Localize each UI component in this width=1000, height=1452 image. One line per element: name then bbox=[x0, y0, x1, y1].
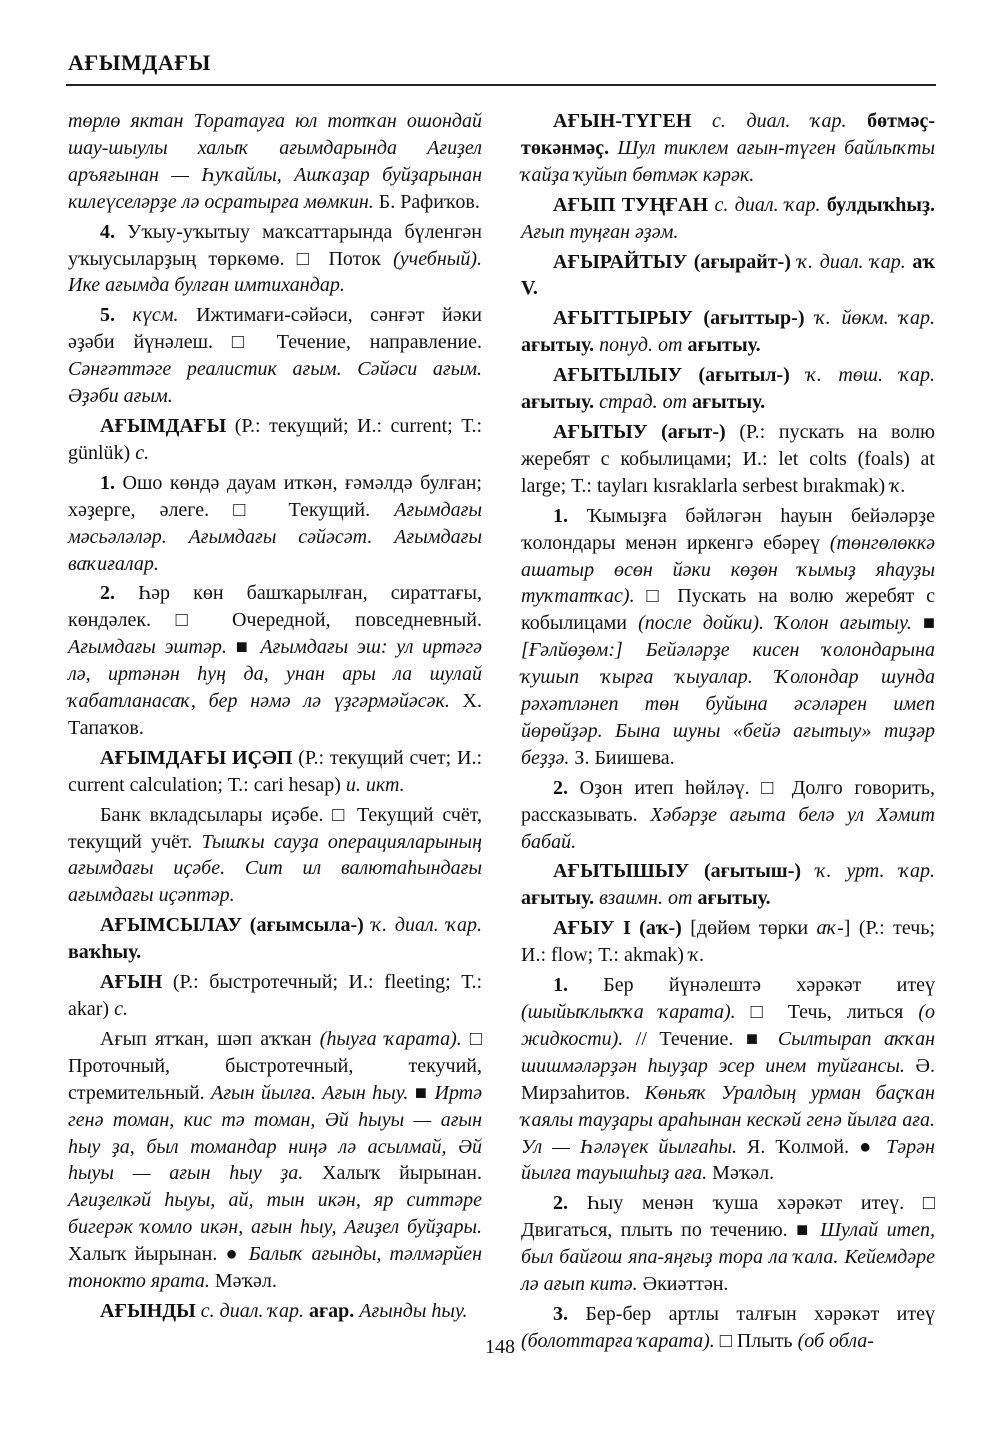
headword-entry: АҒЫТЫЛЫУ (ағытыл-) ҡ. төш. ҡар. ағытыу. страд. от ағытыу. bbox=[521, 364, 936, 414]
headword-entry: АҒЫН (Р.: быстротечный; И.: fleeting; Т.: akar) с. bbox=[68, 971, 482, 1020]
page-number: 148 bbox=[485, 1336, 515, 1358]
entry-paragraph: Ағып ятҡан, шәп аҡҡан (һыуға ҡарата). □ Проточный, быстротечный, текучий, стремительный. Ағын йылға. Ағын һыу. ■ Иртә генә томан, кис тә томан, Әй һыуы — ағын һыу ҙа, был томандар ниңә лә асылмай, Әй һыуы — ағын һыу ҙа. Халыҡ йырынан. Ағиҙелкәй һыуы, ай, тын икән, яр ситтәре бигерәк ҡомло икән, ағын һыу, Ағиҙел буйҙары. Халыҡ йырынан. ● Балыҡ ағынды, тәлмәрйен тонокто ярата. Мәҡәл. bbox=[68, 1027, 482, 1293]
headword-entry: АҒЫРАЙТЫУ (ағырайт-) ҡ. диал. ҡар. аҡ V. bbox=[521, 250, 935, 300]
headword-entry: АҒЫН-ТҮГЕН с. диал. ҡар. бөтмәҫ-төкәнмәҫ. Шул тиклем ағын-түген байлыҡты ҡайҙа ҡуйып бөтмәк кәрәк. bbox=[521, 110, 935, 186]
headword-entry: АҒЫТЫУ (ағыт-) (Р.: пускать на волю жеребят с кобылицами; И.: let colts (foals) at large; Т.: tayları kısraklarla serbest bırakmak) ҡ. bbox=[521, 420, 935, 497]
entry-paragraph: 2. Һәр көн башҡарылған, сираттағы, көндәлек. □ Очередной, повседневный. Ағымдағы эштәр. ■ Ағымдағы эш: ул иртәгә лә, иртәнән һуң да, унан ары ла шулай ҡабатланасаҡ, бер нәмә лә үҙгәрмәйәсәк. Х. Тапаҡов. bbox=[68, 582, 483, 739]
entry-paragraph: 1. Бер йүнәлештә хәрәкәт итеү (шыйыҡлыҡҡа ҡарата). □ Течь, литься (о жидкости). // Течение. ■ Сылтырап аҡҡан шишмәләрҙән һыуҙар эсер инем туйғансы. Ә. Мирзаһитов. Көньяҡ Уралдың урман баҫҡан ҡаялы тауҙары араһынан кескәй генә йылға аға. Ул — Һәләүек йылғаһы. Я. Ҡолмой. ● Тәрән йылға тауышһыҙ аға. Мәҡәл. bbox=[521, 974, 936, 1185]
left-column bbox=[68, 108, 482, 1328]
entry-paragraph: Банк вкладсылары иҫәбе. □ Текущий счёт, текущий учёт. Тышҡы сауҙа операцияларының ағымдағы иҫәбе. Сит ил валютаһындағы ағымдағы иҫәптәр. bbox=[68, 803, 483, 907]
headword-entry: АҒЫНДЫ с. диал. ҡар. ағар. Ағынды һыу. bbox=[100, 1299, 468, 1322]
header-rule bbox=[66, 84, 936, 86]
headword-entry: АҒЫТЫШЫУ (ағытыш-) ҡ. урт. ҡар. ағытыу. взаимн. от ағытыу. bbox=[521, 860, 935, 910]
entry-paragraph: төрлө яктан Торатауға юл тотҡан ошондай шау-шыулы халыҡ ағымдарында Ағиҙел аръяғынан — Һуҡайлы, Ашҡаҙар буйҙарынан килеүселәрҙе лә осратырға мөмкин. Б. Рафиҡов. bbox=[68, 110, 482, 213]
entry-paragraph: 3. Бер-бер артлы талғын хәрәкәт итеү (болоттарға ҡарата). □ Плыть (об обла- bbox=[521, 1302, 935, 1352]
entry-paragraph: 5. күсм. Ижтимағи-сәйәси, сәнғәт йәки әҙәби йүнәлеш. □ Течение, направление. Сәнғәттәге реалистик ағым. Сәйәси ағым. Әҙәби ағым. bbox=[68, 304, 482, 408]
headword-entry: АҒЫМДАҒЫ (Р.: текущий; И.: current; Т.: günlük) с. bbox=[68, 414, 482, 464]
headword-entry: АҒЫМСЫЛАУ (ағымсыла-) ҡ. диал. ҡар. ваҡһыу. bbox=[68, 914, 483, 964]
entry-paragraph: 2. Оҙон итеп һөйләү. □ Долго говорить, рассказывать. Хәбәрҙе ағыта белә ул Хәмит бабай. bbox=[521, 776, 936, 853]
right-column bbox=[521, 108, 935, 1358]
headword-entry: АҒЫП ТУҢҒАН с. диал. ҡар. булдыҡһыҙ. Ағып туңған әҙәм. bbox=[521, 193, 935, 243]
running-head: АҒЫМДАҒЫ bbox=[68, 50, 211, 75]
entry-paragraph: 2. Һыу менән ҡуша хәрәкәт итеү. □ Двигаться, плыть по течению. ■ Шулай итеп, был байғош япа-яңғыҙ тора ла ҡала. Кейемдәре лә ағып китә. Әкиәттән. bbox=[521, 1192, 935, 1296]
headword-entry: АҒЫУ I (аҡ-) [дөйөм төрки аҡ-] (Р.: течь; И.: flow; Т.: akmak) ҡ. bbox=[521, 917, 936, 967]
headword-entry: АҒЫМДАҒЫ ИҪӘП (Р.: текущий счет; И.: current calculation; Т.: cari hesap) и. икт. bbox=[68, 746, 482, 796]
entry-paragraph: 1. Ошо көндә дауам иткән, ғәмәлдә булған; хәҙерге, әлеге. □ Текущий. Ағымдағы мәсьәләләр. Ағымдағы сәйәсәт. Ағымдағы ваҡиғалар. bbox=[68, 471, 482, 575]
entry-paragraph: 4. Уҡыу-уҡытыу маҡсаттарында бүленгән уҡыусыларҙың төркөмө. □ Поток (учебный). Ике ағымда булған имтихандар. bbox=[68, 220, 482, 297]
headword-entry: АҒЫТТЫРЫУ (ағыттыр-) ҡ. йөкм. ҡар. ағытыу. понуд. от ағытыу. bbox=[521, 307, 935, 357]
entry-paragraph: 1. Ҡымыҙға бәйләгән һауын бейәләрҙе ҡолондары менән иркенгә ебәреү (төнгөлөккә ашатыр өсөн йәки көҙөн ҡымыҙ яһауҙы туҡтатҡас). □ Пускать на волю жеребят с кобылицами (после дойки). Ҡолон ағытыу. ■ [Ғәлйөҙөм:] Бейәләрҙе кисен ҡолондарына ҡушып ҡырға ҡыуалар. Ҡолондар шунда рәхәтләнеп төн буйына әсәләрен имеп йөрөйҙәр. Бына шуны «бейә ағытыу» тиҙәр беҙҙә. З. Биишева. bbox=[521, 504, 935, 769]
